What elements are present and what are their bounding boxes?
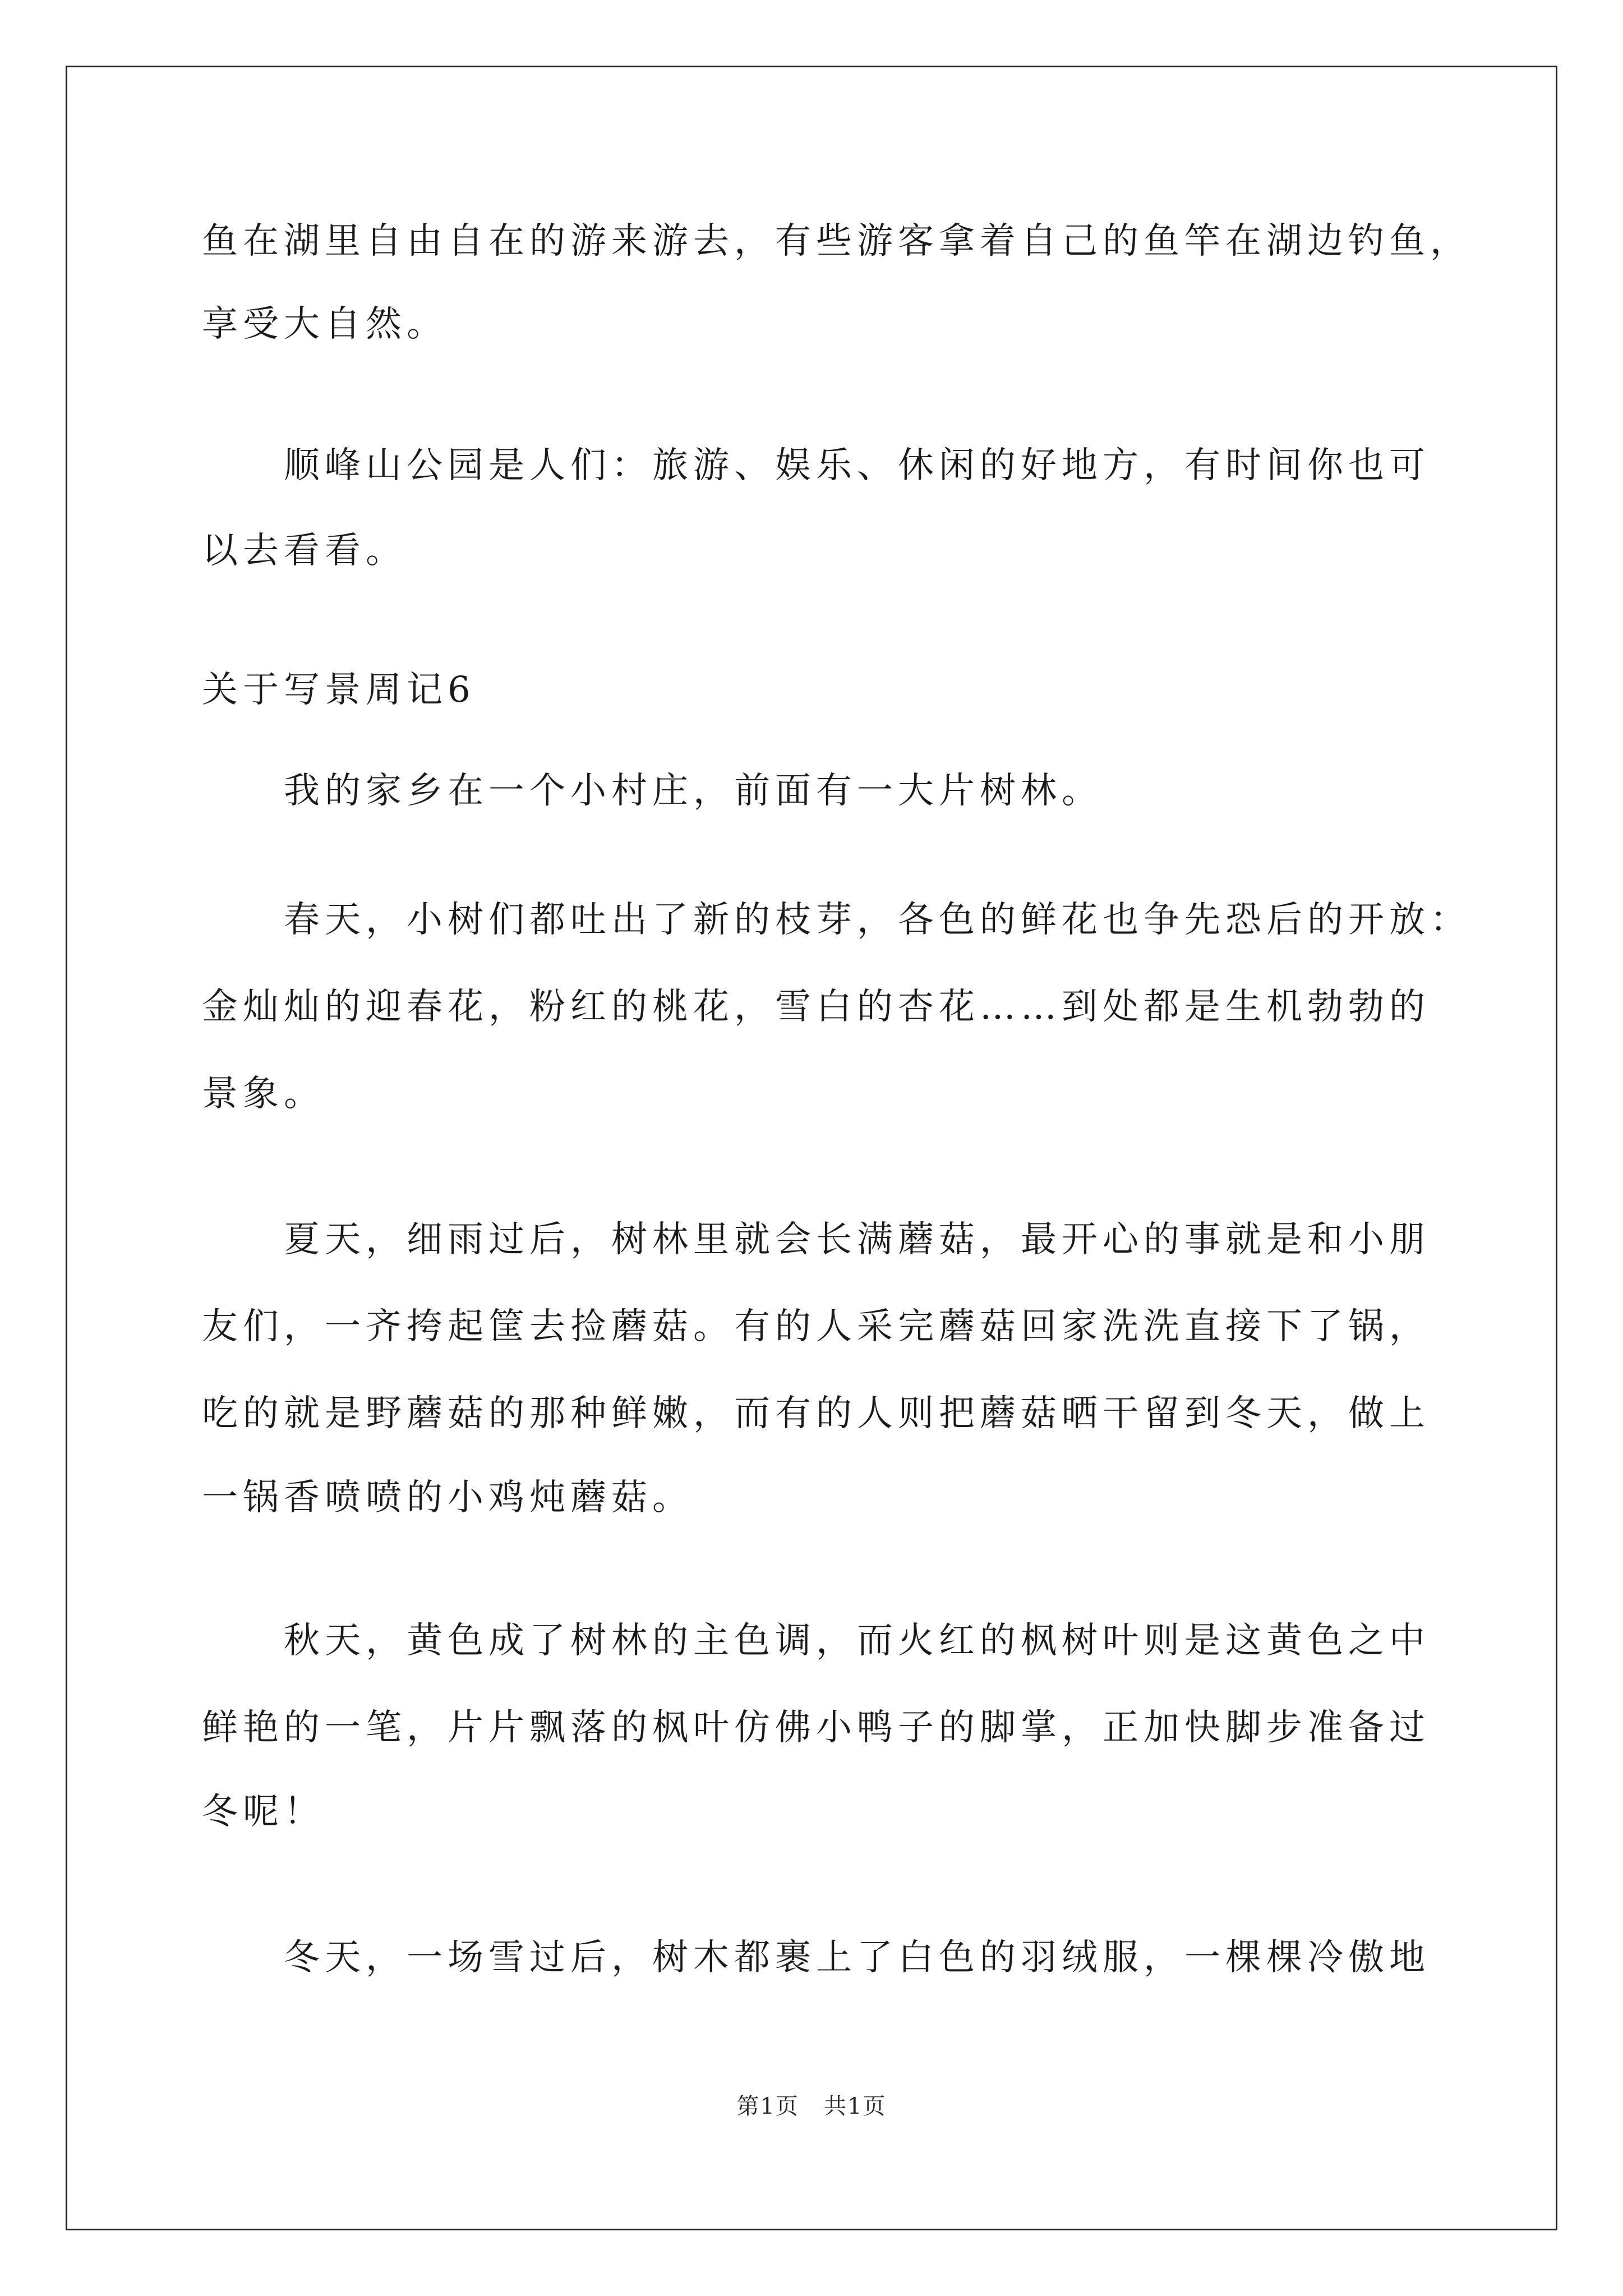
text-line: 景象。 — [202, 1073, 325, 1115]
paragraph-start-line: 我的家乡在一个小村庄，前面有一大片树林。 — [284, 770, 1103, 812]
text-line: 鲜艳的一笔，片片飘落的枫叶仿佛小鸭子的脚掌，正加快脚步准备过 — [202, 1707, 1430, 1749]
text-line: 一锅香喷喷的小鸡炖蘑菇。 — [202, 1477, 693, 1519]
text-line: 鱼在湖里自由自在的游来游去，有些游客拿着自己的鱼竿在湖边钓鱼， — [202, 220, 1471, 262]
text-line: 友们，一齐挎起筐去捡蘑菇。有的人采完蘑菇回家洗洗直接下了锅， — [202, 1306, 1430, 1347]
text-line: 享受大自然。 — [202, 303, 448, 345]
page-border — [66, 66, 1557, 2230]
paragraph-start-line: 夏天，细雨过后，树林里就会长满蘑菇，最开心的事就是和小朋 — [284, 1219, 1430, 1260]
section-heading: 关于写景周记6 — [202, 669, 476, 711]
paragraph-start-line: 秋天，黄色成了树林的主色调，而火红的枫树叶则是这黄色之中 — [284, 1620, 1430, 1662]
paragraph-start-line: 春天，小树们都吐出了新的枝芽，各色的鲜花也争先恐后的开放： — [284, 899, 1471, 941]
text-line: 冬呢！ — [202, 1791, 325, 1833]
paragraph-start-line: 冬天，一场雪过后，树木都裹上了白色的羽绒服，一棵棵冷傲地 — [284, 1937, 1430, 1978]
text-line: 吃的就是野蘑菇的那种鲜嫩，而有的人则把蘑菇晒干留到冬天，做上 — [202, 1393, 1430, 1434]
page-number-footer: 第1页 共1页 — [736, 2093, 887, 2119]
text-line: 金灿灿的迎春花，粉红的桃花，雪白的杏花……到处都是生机勃勃的 — [202, 986, 1430, 1028]
paragraph-start-line: 顺峰山公园是人们：旅游、娱乐、休闲的好地方，有时间你也可 — [284, 445, 1430, 486]
text-line: 以去看看。 — [202, 530, 407, 572]
